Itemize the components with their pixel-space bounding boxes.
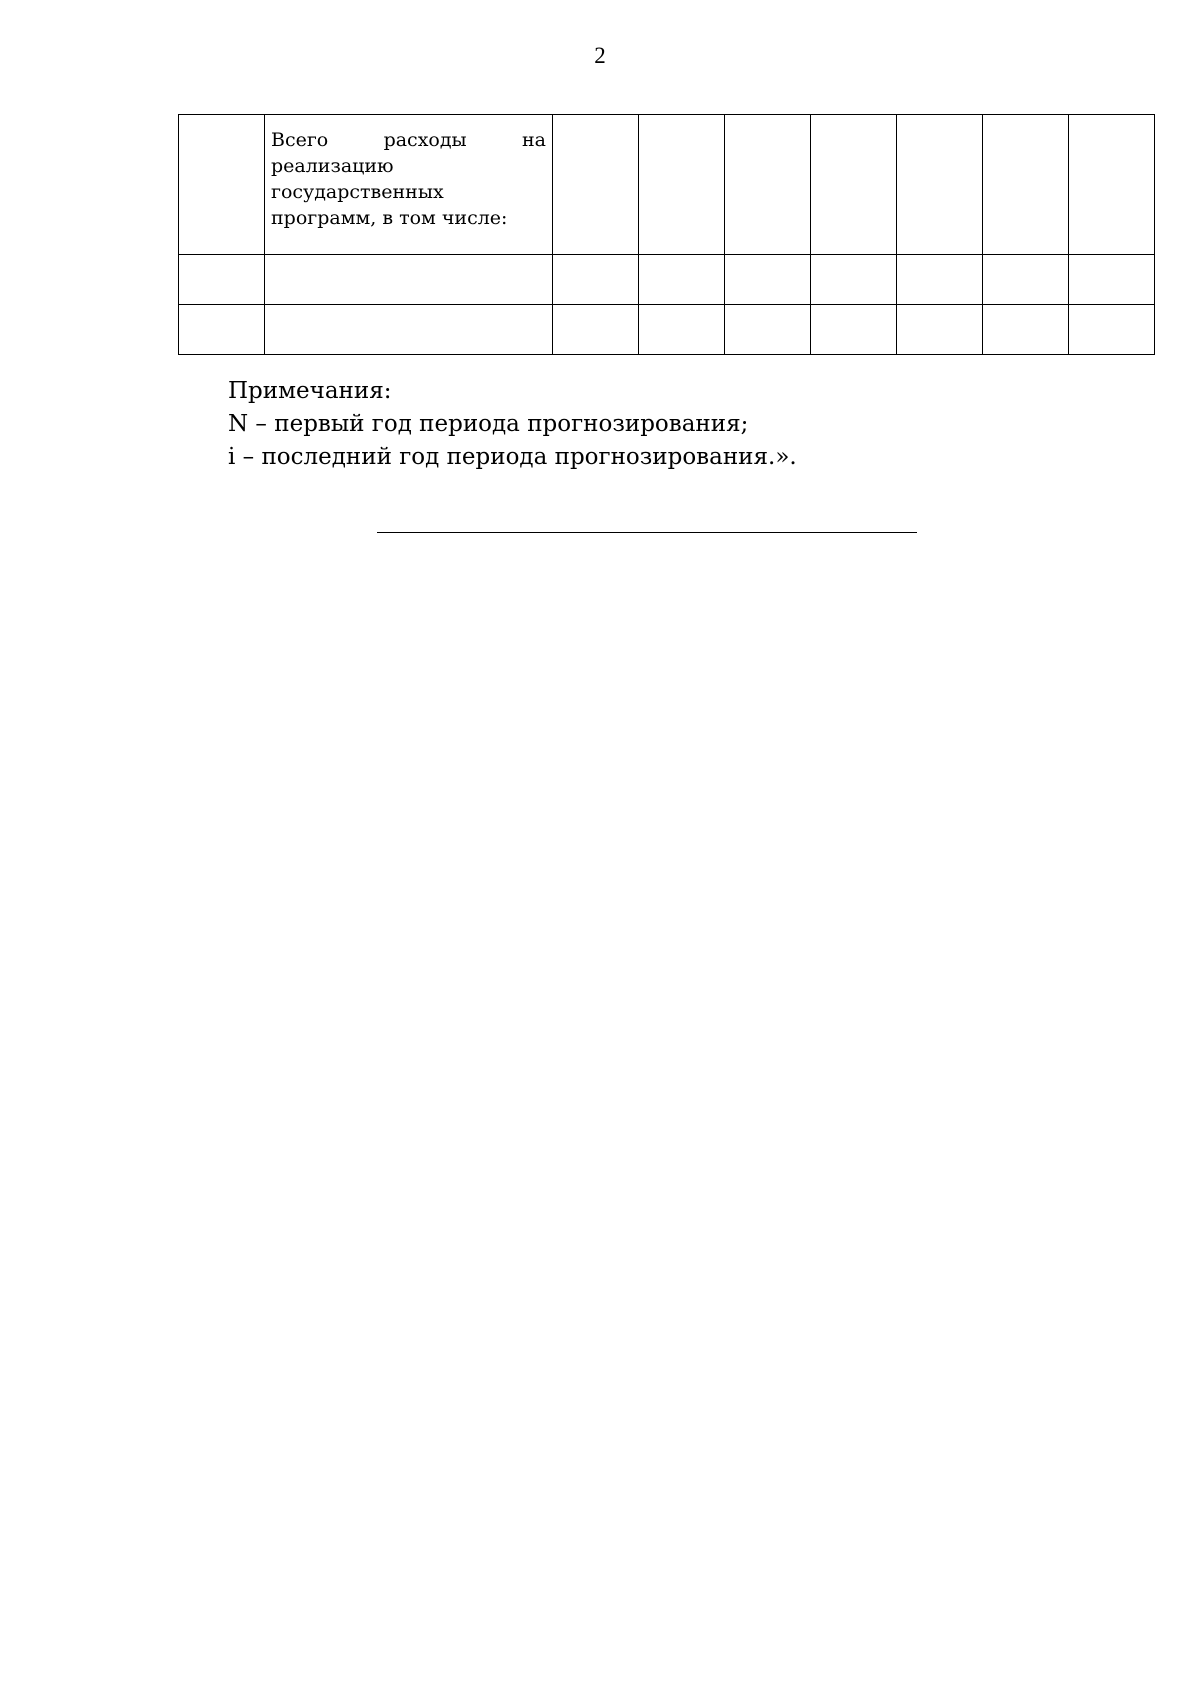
- table-cell-value: [553, 115, 639, 255]
- table-row-total: [179, 115, 1155, 255]
- desc-word: расходы: [383, 129, 467, 151]
- table-cell-value: [897, 305, 983, 355]
- table-cell-value: [811, 255, 897, 305]
- desc-word: на: [521, 129, 546, 151]
- notes-block: [228, 375, 797, 474]
- table-cell-value: [639, 255, 725, 305]
- table-cell-value: [811, 115, 897, 255]
- table-cell-value: [811, 305, 897, 355]
- desc-word: Всего: [271, 129, 329, 151]
- total-expenses-label: [265, 115, 553, 255]
- table-cell-value: [897, 255, 983, 305]
- table-cell-description: [265, 305, 553, 355]
- table-cell-value: [983, 305, 1069, 355]
- total-expenses-line-1: [271, 127, 546, 153]
- note-item: i – последний год периода прогнозирования.».: [228, 444, 797, 470]
- table-cell-description: [265, 255, 553, 305]
- table-row-empty: [179, 305, 1155, 355]
- table-cell-number: [179, 305, 265, 355]
- page-number: 2: [594, 43, 606, 68]
- table-cell-value: [639, 305, 725, 355]
- table-cell-number: [179, 255, 265, 305]
- table-row-empty: [179, 255, 1155, 305]
- table-cell-value: [1069, 305, 1155, 355]
- table-cell-value: [639, 115, 725, 255]
- table-cell-number: [179, 115, 265, 255]
- table-cell-value: [725, 115, 811, 255]
- table-cell-value: [725, 255, 811, 305]
- end-separator-line: [377, 532, 917, 533]
- total-expenses-line-4: программ, в том числе:: [271, 207, 508, 229]
- table-cell-value: [897, 115, 983, 255]
- note-item: N – первый год периода прогнозирования;: [228, 411, 749, 437]
- table-cell-value: [1069, 255, 1155, 305]
- total-expenses-line-2: реализацию: [271, 155, 394, 177]
- table-cell-value: [725, 305, 811, 355]
- table-cell-value: [553, 255, 639, 305]
- table-cell-value: [983, 115, 1069, 255]
- table-cell-value: [983, 255, 1069, 305]
- table-cell-value: [1069, 115, 1155, 255]
- notes-heading: Примечания:: [228, 378, 392, 404]
- total-expenses-line-3: государственных: [271, 181, 444, 203]
- table-cell-value: [553, 305, 639, 355]
- budget-table: [178, 114, 1155, 355]
